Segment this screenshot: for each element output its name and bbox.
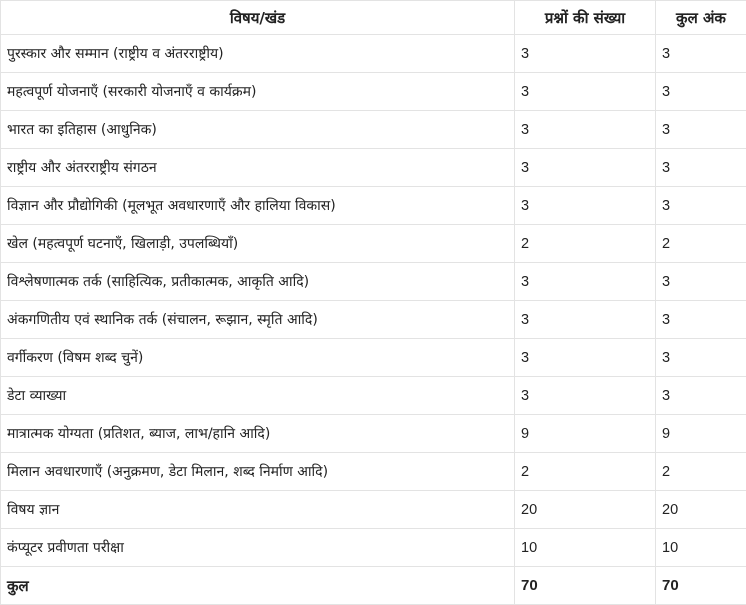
cell-questions: 3 [515, 263, 656, 301]
table-row [1, 149, 746, 187]
table-row [1, 491, 746, 529]
cell-marks: 3 [656, 377, 746, 415]
table-row [1, 415, 746, 453]
header-marks: कुल अंक [656, 1, 746, 35]
cell-questions: 9 [515, 415, 656, 453]
table-row [1, 339, 746, 377]
cell-marks: 20 [656, 491, 746, 529]
cell-questions: 3 [515, 377, 656, 415]
cell-questions: 3 [515, 339, 656, 377]
header-questions: प्रश्नों की संख्या [515, 1, 656, 35]
header-subject: विषय/खंड [1, 1, 515, 35]
cell-questions: 10 [515, 529, 656, 567]
cell-marks: 2 [656, 453, 746, 491]
table-row [1, 73, 746, 111]
table-header-row [1, 1, 746, 35]
cell-marks: 3 [656, 35, 746, 73]
total-label: कुल [1, 567, 515, 605]
cell-marks: 9 [656, 415, 746, 453]
cell-subject: महत्वपूर्ण योजनाएँ (सरकारी योजनाएँ व कार्यक्रम) [1, 73, 515, 111]
table-row [1, 35, 746, 73]
cell-subject: विज्ञान और प्रौद्योगिकी (मूलभूत अवधारणाएँ और हालिया विकास) [1, 187, 515, 225]
cell-subject: कंप्यूटर प्रवीणता परीक्षा [1, 529, 515, 567]
table-row [1, 111, 746, 149]
cell-marks: 3 [656, 339, 746, 377]
table-row [1, 225, 746, 263]
cell-subject: डेटा व्याख्या [1, 377, 515, 415]
cell-questions: 3 [515, 187, 656, 225]
cell-marks: 3 [656, 301, 746, 339]
cell-questions: 3 [515, 35, 656, 73]
cell-subject: खेल (महत्वपूर्ण घटनाएँ, खिलाड़ी, उपलब्धियाँ) [1, 225, 515, 263]
cell-subject: अंकगणितीय एवं स्थानिक तर्क (संचालन, रूझान, स्मृति आदि) [1, 301, 515, 339]
table-row [1, 263, 746, 301]
cell-subject: राष्ट्रीय और अंतरराष्ट्रीय संगठन [1, 149, 515, 187]
table-row [1, 301, 746, 339]
cell-subject: विश्लेषणात्मक तर्क (साहित्यिक, प्रतीकात्मक, आकृति आदि) [1, 263, 515, 301]
cell-subject: विषय ज्ञान [1, 491, 515, 529]
table-row [1, 529, 746, 567]
cell-marks: 3 [656, 187, 746, 225]
table-body [1, 35, 746, 605]
cell-subject: भारत का इतिहास (आधुनिक) [1, 111, 515, 149]
cell-marks: 10 [656, 529, 746, 567]
cell-questions: 20 [515, 491, 656, 529]
cell-marks: 3 [656, 263, 746, 301]
cell-questions: 3 [515, 149, 656, 187]
table-row [1, 187, 746, 225]
cell-subject: पुरस्कार और सम्मान (राष्ट्रीय व अंतरराष्ट्रीय) [1, 35, 515, 73]
cell-subject: वर्गीकरण (विषम शब्द चुनें) [1, 339, 515, 377]
cell-questions: 2 [515, 225, 656, 263]
table-row [1, 453, 746, 491]
cell-questions: 3 [515, 111, 656, 149]
cell-marks: 3 [656, 111, 746, 149]
cell-marks: 3 [656, 149, 746, 187]
cell-subject: मिलान अवधारणाएँ (अनुक्रमण, डेटा मिलान, शब्द निर्माण आदि) [1, 453, 515, 491]
cell-questions: 2 [515, 453, 656, 491]
cell-subject: मात्रात्मक योग्यता (प्रतिशत, ब्याज, लाभ/हानि आदि) [1, 415, 515, 453]
cell-questions: 3 [515, 73, 656, 111]
cell-marks: 2 [656, 225, 746, 263]
cell-questions: 3 [515, 301, 656, 339]
cell-marks: 3 [656, 73, 746, 111]
table-row [1, 377, 746, 415]
table-total-row [1, 567, 746, 605]
total-questions: 70 [515, 567, 656, 605]
total-marks: 70 [656, 567, 746, 605]
